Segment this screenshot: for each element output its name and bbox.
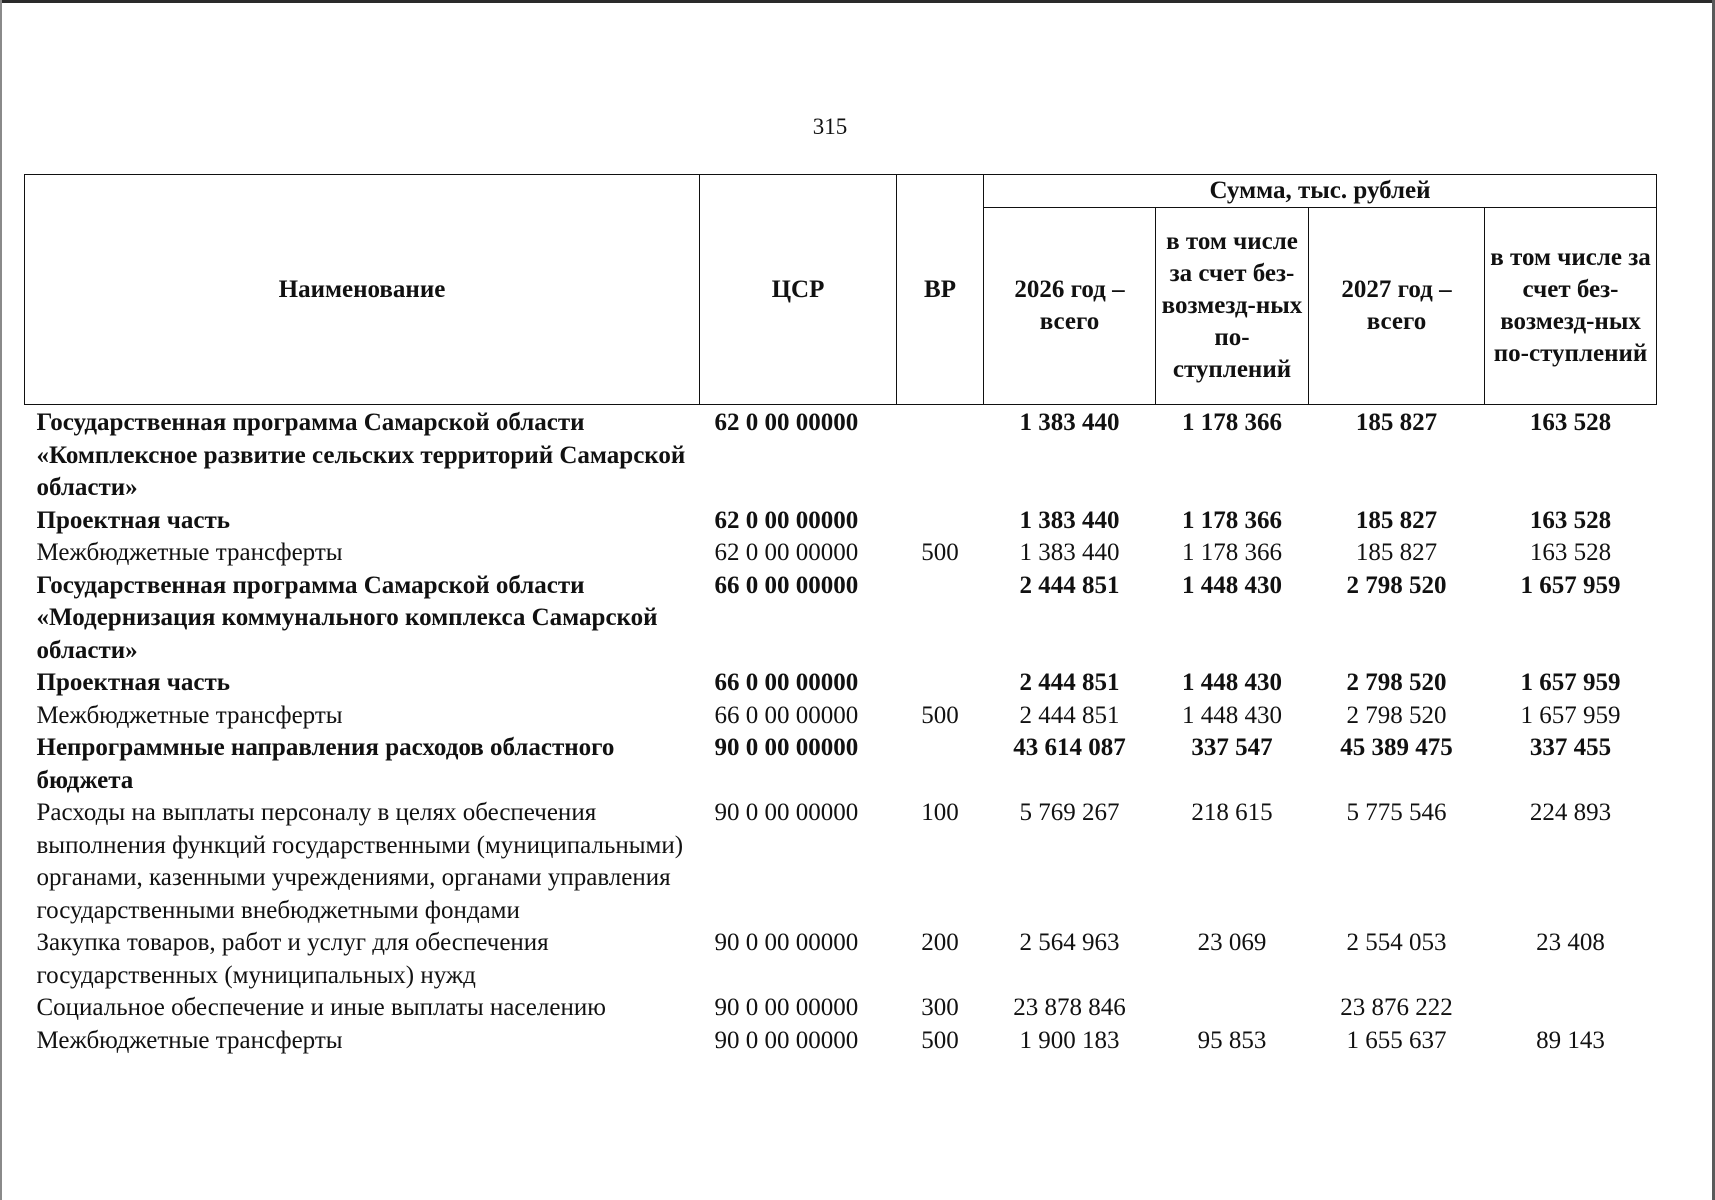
- row-vr: 300: [921, 994, 959, 1021]
- page-number: 315: [812, 114, 848, 139]
- row-csr: 62 0 00 00000: [714, 409, 859, 436]
- row-2026-total: 1 900 183: [1019, 1026, 1120, 1054]
- scan-edge-top: [0, 0, 1715, 3]
- row-csr: 90 0 00 00000: [714, 799, 859, 826]
- row-2026-total: 43 614 087: [1013, 734, 1126, 761]
- header-sum-group: Сумма, тыс. рублей: [984, 175, 1657, 208]
- row-2027-total: 1 655 637: [1346, 1026, 1447, 1054]
- row-2027-free: 1 657 959: [1520, 669, 1621, 696]
- row-2026-total: 2 444 851: [1019, 669, 1120, 696]
- row-csr: 66 0 00 00000: [714, 701, 859, 729]
- row-name: Расходы на выплаты персоналу в целях обеспечения выполнения функций государственными (муниципальными) органами, казенными учреждениями, органами управления государственными внебюджетными фондами: [36, 799, 684, 924]
- row-2027-free: 337 455: [1529, 734, 1612, 761]
- row-name: Межбюджетные трансферты: [36, 539, 343, 566]
- row-name: Социальное обеспечение и иные выплаты населению: [36, 994, 606, 1021]
- header-name: Наименование: [25, 175, 700, 405]
- row-2027-free: 163 528: [1529, 506, 1612, 534]
- row-2026-free: 95 853: [1197, 1026, 1267, 1054]
- row-2026-free: 23 069: [1197, 929, 1267, 956]
- row-2027-free: 163 528: [1529, 539, 1612, 566]
- row-2027-free: [1485, 992, 1657, 1025]
- row-2027-total: 45 389 475: [1340, 734, 1453, 761]
- row-vr: 500: [921, 1026, 959, 1054]
- row-2027-total: 185 827: [1355, 539, 1438, 566]
- header-year2-free: в том числе за счет без-возмезд-ных по-ступлений: [1485, 208, 1657, 405]
- row-2027-free: 1 657 959: [1520, 701, 1621, 729]
- row-2026-free: 1 178 366: [1182, 539, 1282, 566]
- row-2027-total: 2 554 053: [1346, 929, 1447, 956]
- row-vr: [897, 505, 984, 538]
- row-2027-free: 1 657 959: [1520, 571, 1621, 599]
- table-row: [25, 405, 1657, 505]
- table-row: [25, 732, 1657, 797]
- row-name: Непрограммные направления расходов областного бюджета: [36, 734, 615, 794]
- row-2026-total: 5 769 267: [1019, 799, 1120, 826]
- row-2026-free: 337 547: [1191, 734, 1273, 761]
- row-2026-total: 1 383 440: [1019, 506, 1120, 534]
- row-2026-total: 1 383 440: [1019, 409, 1120, 436]
- row-2027-free: 23 408: [1536, 929, 1605, 956]
- table-row: [25, 700, 1657, 733]
- row-2026-total: 1 383 440: [1019, 539, 1120, 566]
- row-2026-free: 1 448 430: [1182, 571, 1282, 599]
- row-name: Проектная часть: [36, 669, 231, 696]
- row-vr: 100: [921, 799, 959, 826]
- row-csr: 90 0 00 00000: [714, 734, 859, 761]
- row-2027-total: 23 876 222: [1340, 994, 1453, 1021]
- row-2026-free: 1 178 366: [1182, 409, 1282, 436]
- row-2026-total: 23 878 846: [1013, 994, 1126, 1021]
- header-vr: ВР: [897, 175, 984, 405]
- row-2027-total: 185 827: [1355, 409, 1438, 436]
- table-row: [25, 797, 1657, 927]
- table-row: [25, 927, 1657, 992]
- row-name: Закупка товаров, работ и услуг для обеспечения государственных (муниципальных) нужд: [36, 929, 549, 989]
- row-2026-free: [1156, 992, 1309, 1025]
- row-2026-free: 1 448 430: [1182, 669, 1282, 696]
- row-2026-free: 1 178 366: [1182, 506, 1282, 534]
- table-row: [25, 1025, 1657, 1058]
- row-2026-total: 2 444 851: [1019, 571, 1120, 599]
- row-2027-free: 89 143: [1536, 1026, 1605, 1054]
- row-csr: 90 0 00 00000: [714, 994, 859, 1021]
- row-name: Межбюджетные трансферты: [36, 1026, 343, 1054]
- row-name: Межбюджетные трансферты: [36, 701, 343, 729]
- row-vr: 500: [921, 701, 959, 729]
- row-2027-total: 185 827: [1355, 506, 1438, 534]
- row-vr: [897, 732, 984, 797]
- table-row: [25, 667, 1657, 700]
- row-2027-total: 2 798 520: [1346, 669, 1447, 696]
- row-2027-total: 2 798 520: [1346, 701, 1447, 729]
- row-vr: [897, 570, 984, 668]
- row-csr: 62 0 00 00000: [714, 539, 859, 566]
- table-row: [25, 570, 1657, 668]
- row-2027-total: 2 798 520: [1346, 571, 1447, 599]
- row-name: Проектная часть: [36, 506, 231, 534]
- row-csr: 66 0 00 00000: [714, 571, 859, 599]
- header-csr: ЦСР: [700, 175, 897, 405]
- header-year1-free: в том числе за счет без-возмезд-ных по-ступлений: [1156, 208, 1309, 405]
- row-vr: 200: [921, 929, 959, 956]
- row-csr: 62 0 00 00000: [714, 506, 859, 534]
- scan-edge-left: [0, 0, 2, 1200]
- row-csr: 90 0 00 00000: [714, 929, 859, 956]
- row-name: Государственная программа Самарской области «Модернизация коммунального комплекса Самарской области»: [36, 571, 658, 664]
- header-year2-total: 2027 год – всего: [1309, 208, 1485, 405]
- table-row: [25, 992, 1657, 1025]
- row-2026-free: 1 448 430: [1182, 701, 1282, 729]
- row-2026-free: 218 615: [1191, 799, 1273, 826]
- row-name: Государственная программа Самарской области «Комплексное развитие сельских территорий Самарской области»: [36, 409, 686, 501]
- row-2026-total: 2 444 851: [1019, 701, 1120, 729]
- budget-table: [24, 174, 1657, 1057]
- row-2027-free: 163 528: [1529, 409, 1612, 436]
- row-2027-free: 224 893: [1529, 799, 1612, 826]
- table-header: [25, 175, 1657, 405]
- row-vr: [897, 667, 984, 700]
- header-year1-total: 2026 год – всего: [984, 208, 1156, 405]
- table-row: [25, 537, 1657, 570]
- table-body: [25, 405, 1657, 1058]
- row-vr: 500: [921, 539, 959, 566]
- table-row: [25, 505, 1657, 538]
- row-csr: 90 0 00 00000: [714, 1026, 859, 1054]
- row-2026-total: 2 564 963: [1019, 929, 1120, 956]
- row-2027-total: 5 775 546: [1346, 799, 1447, 826]
- row-csr: 66 0 00 00000: [714, 669, 859, 696]
- row-vr: [897, 405, 984, 505]
